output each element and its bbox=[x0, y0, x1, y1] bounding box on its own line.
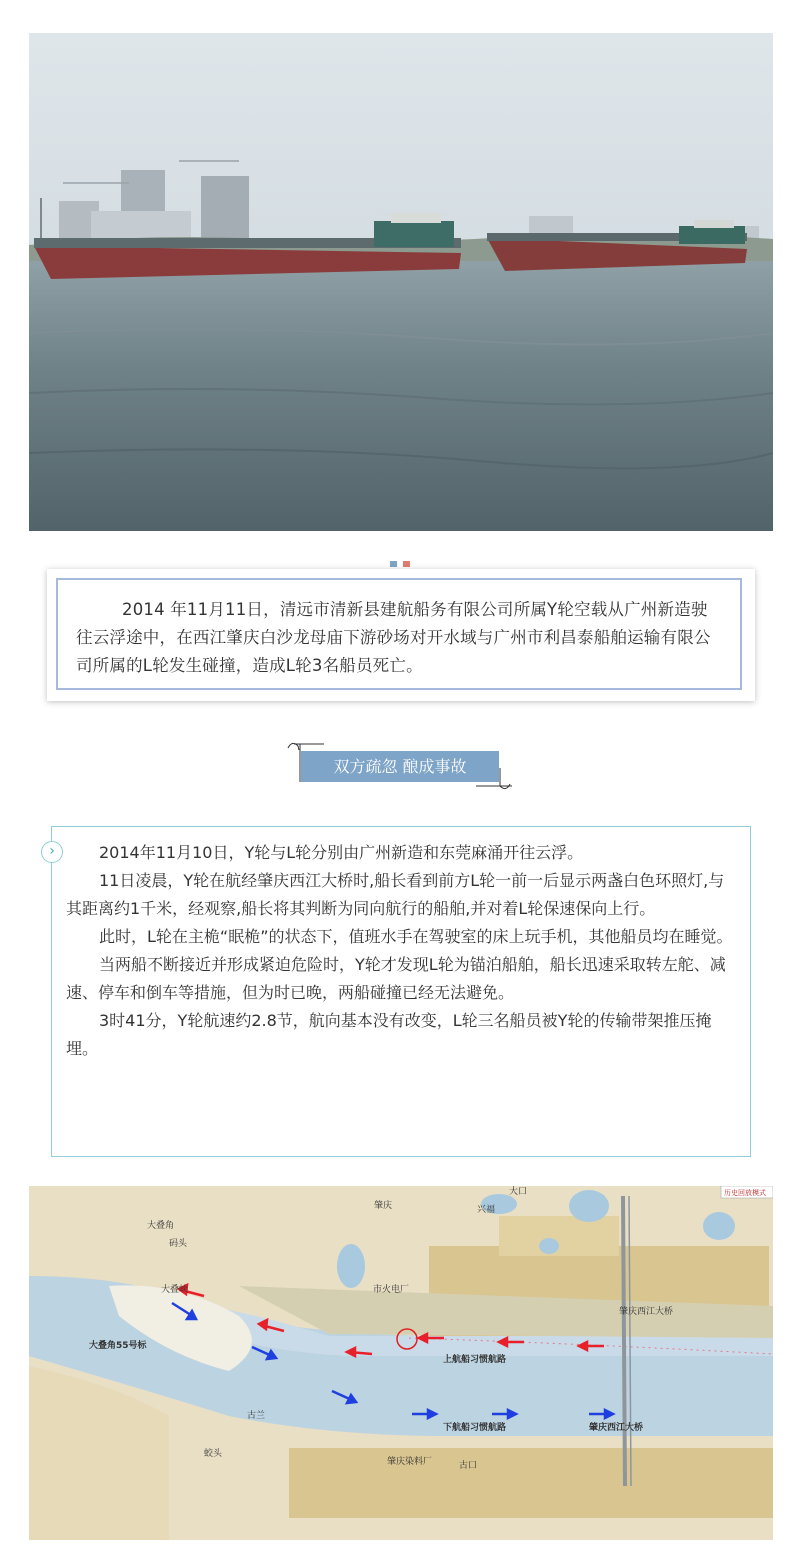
paragraph: 2014年11月10日，Y轮与L轮分别由广州新造和东莞麻涌开往云浮。 bbox=[99, 843, 584, 862]
dashajiao-label: 大叠峡 bbox=[161, 1285, 189, 1295]
river-ships-photo bbox=[29, 33, 773, 531]
zhaoqing-label: 肇庆 bbox=[374, 1201, 393, 1211]
section-heading: 双方疏忽 酿成事故 bbox=[301, 751, 499, 782]
intro-card bbox=[47, 569, 755, 701]
jiaotou-label: 蛟头 bbox=[204, 1449, 223, 1459]
intro-card-frame bbox=[56, 578, 742, 690]
down-route-label: 下航船习惯航路 bbox=[443, 1423, 507, 1433]
history-mode-button[interactable]: 历史回放模式 bbox=[724, 1189, 766, 1197]
shijiao-label: 市火电厂 bbox=[373, 1285, 410, 1295]
story-box bbox=[51, 826, 751, 1157]
paragraph: 当两船不断接近并形成紧迫危险时，Y轮才发现L轮为锚泊船舶，船长迅速采取转左舵、减速、停车和倒车等措施，但为时已晚，两船碰撞已经无法避免。 bbox=[66, 955, 726, 1002]
paragraph: 此时，L轮在主桅“眠桅”的状态下，值班水手在驾驶室的床上玩手机，其他船员均在睡觉。 bbox=[99, 927, 733, 946]
navigation-chart bbox=[29, 1186, 773, 1540]
port-label: 码头 bbox=[169, 1239, 188, 1249]
chevron-right-icon: › bbox=[41, 841, 63, 863]
daxiajiao-label: 大叠角 bbox=[147, 1221, 175, 1231]
gulan-label: 古兰 bbox=[247, 1411, 266, 1421]
up-route-label: 上航船习惯航路 bbox=[443, 1355, 507, 1365]
bridge-north-label: 肇庆西江大桥 bbox=[619, 1307, 674, 1317]
paragraph: 11日凌晨，Y轮在航经肇庆西江大桥时,船长看到前方L轮一前一后显示两盏白色环照灯,与其距离约1千米，经观察,船长将其判断为同向航行的船舶,并对着L轮保速保向上行。 bbox=[66, 871, 725, 918]
gukou-label: 古口 bbox=[459, 1461, 478, 1471]
buoy-label: 大叠角55号标 bbox=[89, 1341, 147, 1351]
paragraph: 3时41分，Y轮航速约2.8节，航向基本没有改变，L轮三名船员被Y轮的传输带架推压掩埋。 bbox=[66, 1011, 712, 1058]
story-text bbox=[52, 827, 750, 1063]
zhaoqing-factory-label: 肇庆染料厂 bbox=[387, 1457, 433, 1467]
bridge-label: 肇庆西江大桥 bbox=[589, 1423, 644, 1433]
xingfu-label: 兴福 bbox=[477, 1205, 496, 1215]
dakou-label: 大口 bbox=[509, 1187, 528, 1197]
intro-text: 2014 年11月11日，清远市清新县建航船务有限公司所属Y轮空载从广州新造驶往云浮途中，在西江肇庆白沙龙母庙下游砂场对开水域与广州市利昌泰船舶运输有限公司所属的L轮发生碰撞，造成L轮3名船员死亡。 bbox=[76, 600, 711, 675]
